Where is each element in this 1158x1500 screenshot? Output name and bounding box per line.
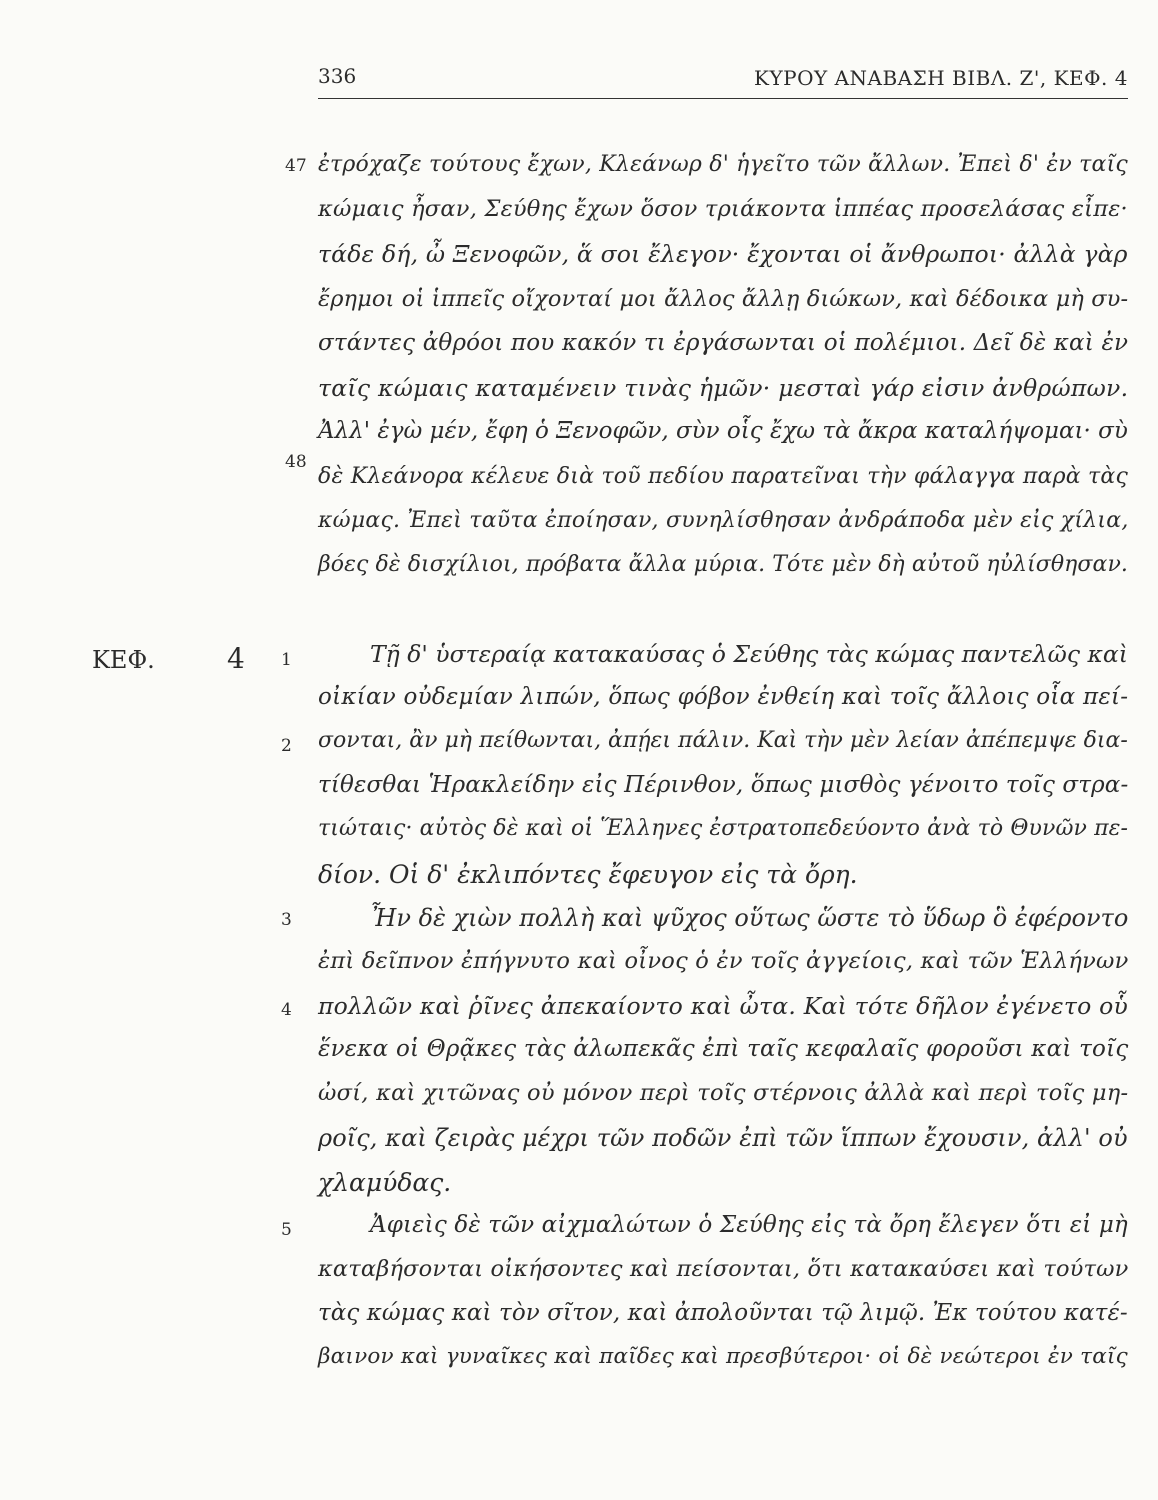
text-line: κώμαις ἦσαν, Σεύθης ἔχων ὅσον τριάκοντα ἱππέας προσελάσας εἶπε· <box>318 196 1128 222</box>
section-number: 4 <box>281 1000 292 1020</box>
text-line: στάντες ἀθρόοι που κακόν τι ἐργάσωνται οἱ πολέμιοι. Δεῖ δὲ καὶ ἐν <box>318 330 1129 356</box>
section-number: 1 <box>281 650 292 670</box>
text-line: σονται, ἂν μὴ πείθωνται, ἀπῄει πάλιν. Καὶ τὴν μὲν λείαν ἀπέπεμψε δια- <box>318 728 1128 753</box>
text-line: τὰς κώμας καὶ τὸν σῖτον, καὶ ἀπολοῦνται τῷ λιμῷ. Ἐκ τούτου κατέ- <box>318 1300 1128 1326</box>
chapter-label: ΚΕΦ. <box>92 646 155 674</box>
section-number: 47 <box>285 156 307 176</box>
text-line: βαινον καὶ γυναῖκες καὶ παῖδες καὶ πρεσβύτεροι· οἱ δὲ νεώτεροι ἐν ταῖς <box>318 1344 1128 1369</box>
text-line: ἐτρόχαζε τούτους ἔχων, Κλεάνωρ δ' ἡγεῖτο τῶν ἄλλων. Ἐπεὶ δ' ἐν ταῖς <box>318 152 1128 177</box>
text-line: ἔρημοι οἱ ἱππεῖς οἴχονταί μοι ἄλλος ἄλλῃ διώκων, καὶ δέδοικα μὴ συ- <box>318 286 1129 312</box>
text-line: δὲ Κλεάνορα κέλευε διὰ τοῦ πεδίου παρατεῖναι τὴν φάλαγγα παρὰ τὰς <box>318 464 1129 489</box>
text-line: Ἀλλ' ἐγὼ μέν, ἔφη ὁ Ξενοφῶν, σὺν οἷς ἔχω τὰ ἄκρα καταλήψομαι· σὺ <box>318 418 1128 444</box>
text-line: Τῇ δ' ὑστεραίᾳ κατακαύσας ὁ Σεύθης τὰς κώμας παντελῶς καὶ <box>370 640 1128 668</box>
text-line: Ἦν δὲ χιὼν πολλὴ καὶ ψῦχος οὕτως ὥστε τὸ ὕδωρ ὃ ἐφέροντο <box>370 904 1129 932</box>
text-line: τίθεσθαι Ἡρακλείδην εἰς Πέρινθον, ὅπως μισθὸς γένοιτο τοῖς στρα- <box>318 772 1129 798</box>
text-line: κώμας. Ἐπεὶ ταῦτα ἐποίησαν, συνηλίσθησαν ἀνδράποδα μὲν εἰς χίλια, <box>318 508 1129 533</box>
text-line: ὠσί, καὶ χιτῶνας οὐ μόνον περὶ τοῖς στέρνοις ἀλλὰ καὶ περὶ τοῖς μη- <box>318 1080 1129 1106</box>
page-header <box>318 62 1128 99</box>
text-line: ταῖς κώμαις καταμένειν τινὰς ἡμῶν· μεσταὶ γάρ εἰσιν ἀνθρώπων. <box>318 374 1129 402</box>
text-line: βόες δὲ δισχίλιοι, πρόβατα ἄλλα μύρια. Τότε μὲν δὴ αὐτοῦ ηὐλίσθησαν. <box>318 552 1128 577</box>
text-line: ροῖς, καὶ ζειρὰς μέχρι τῶν ποδῶν ἐπὶ τῶν ἵππων ἔχουσιν, ἀλλ' οὐ <box>318 1124 1128 1152</box>
section-number: 48 <box>285 452 307 472</box>
text-line: δίον. Οἱ δ' ἐκλιπόντες ἔφευγον εἰς τὰ ὄρη. <box>318 860 858 889</box>
text-line: ἕνεκα οἱ Θρᾷκες τὰς ἀλωπεκᾶς ἐπὶ ταῖς κεφαλαῖς φοροῦσι καὶ τοῖς <box>318 1036 1129 1062</box>
text-line: οἰκίαν οὐδεμίαν λιπών, ὅπως φόβον ἐνθείη καὶ τοῖς ἄλλοις οἷα πεί- <box>318 684 1129 710</box>
page-number: 336 <box>318 64 357 88</box>
text-line: Ἀφιεὶς δὲ τῶν αἰχμαλώτων ὁ Σεύθης εἰς τὰ ὄρη ἔλεγεν ὅτι εἰ μὴ <box>370 1212 1128 1238</box>
text-line: καταβήσονται οἰκήσοντες καὶ πείσονται, ὅτι κατακαύσει καὶ τούτων <box>318 1256 1129 1282</box>
section-number: 2 <box>281 736 292 756</box>
text-line: πολλῶν καὶ ῥῖνες ἀπεκαίοντο καὶ ὦτα. Καὶ τότε δῆλον ἐγένετο οὗ <box>318 992 1129 1020</box>
section-number: 3 <box>281 910 292 930</box>
text-line: χλαμύδας. <box>318 1168 452 1197</box>
text-line: τάδε δή, ὦ Ξενοφῶν, ἅ σοι ἔλεγον· ἔχονται οἱ ἄνθρωποι· ἀλλὰ γὰρ <box>318 240 1128 268</box>
running-title: ΚΥΡΟΥ ΑΝΑΒΑΣΗ ΒΙΒΛ. Ζ', ΚΕΦ. 4 <box>754 66 1128 90</box>
text-line: ἐπὶ δεῖπνον ἐπήγνυτο καὶ οἶνος ὁ ἐν τοῖς ἀγγείοις, καὶ τῶν Ἑλλήνων <box>318 948 1129 974</box>
section-number: 5 <box>281 1220 292 1240</box>
text-line: τιώταις· αὐτὸς δὲ καὶ οἱ Ἕλληνες ἐστρατοπεδεύοντο ἀνὰ τὸ Θυνῶν πε- <box>318 816 1129 841</box>
chapter-number: 4 <box>227 642 245 675</box>
